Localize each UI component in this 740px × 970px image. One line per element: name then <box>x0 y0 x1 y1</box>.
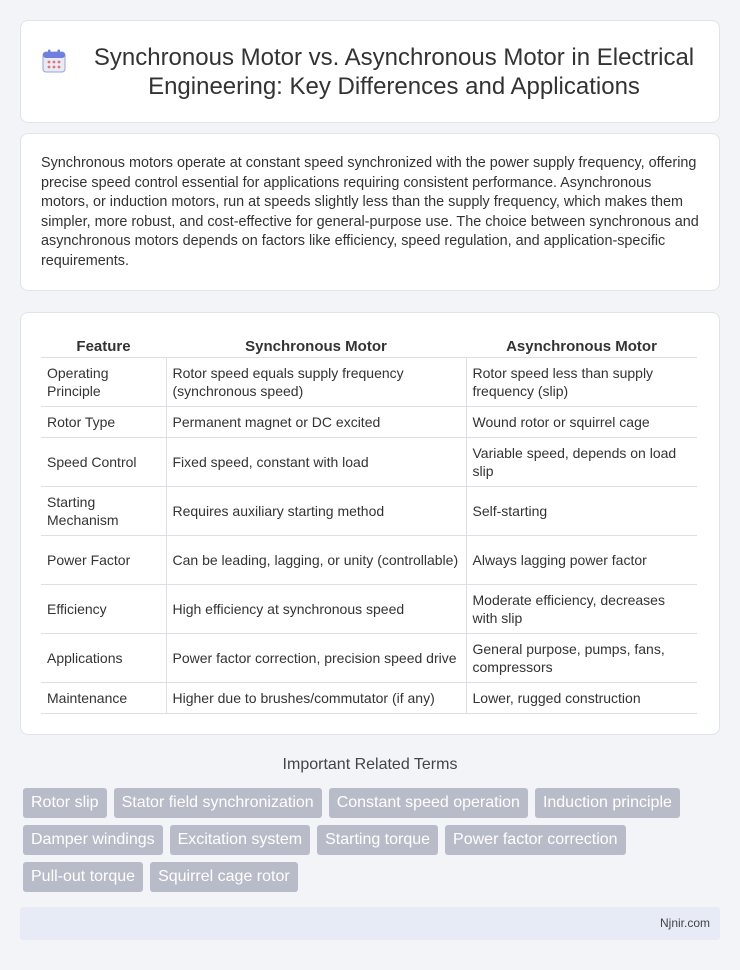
footer <box>20 907 720 940</box>
table-cell: Variable speed, depends on load slip <box>466 438 697 487</box>
footer-site[interactable]: Njnir.com <box>659 916 710 930</box>
page-title: Synchronous Motor vs. Asynchronous Motor in Electrical Engineering: Key Differences and Applications <box>93 43 695 100</box>
table-cell: High efficiency at synchronous speed <box>166 585 466 634</box>
table-cell: Power Factor <box>41 536 166 585</box>
table-cell: Always lagging power factor <box>466 536 697 585</box>
table-row <box>41 438 697 487</box>
table-cell: Rotor speed equals supply frequency (synchronous speed) <box>166 358 466 407</box>
tag-starting-torque[interactable]: Starting torque <box>317 825 438 855</box>
table-cell: Speed Control <box>41 438 166 487</box>
table-cell: Requires auxiliary starting method <box>166 487 466 536</box>
table-cell: Starting Mechanism <box>41 487 166 536</box>
table-cell: Can be leading, lagging, or unity (controllable) <box>166 536 466 585</box>
table-cell: Rotor Type <box>41 407 166 438</box>
title-card <box>20 20 720 123</box>
table-row <box>41 487 697 536</box>
table-row <box>41 536 697 585</box>
table-row <box>41 407 697 438</box>
tag-squirrel-cage-rotor[interactable]: Squirrel cage rotor <box>150 862 298 892</box>
tag-rotor-slip[interactable]: Rotor slip <box>23 788 107 818</box>
table-cell: Permanent magnet or DC excited <box>166 407 466 438</box>
table-cell: Higher due to brushes/commutator (if any) <box>166 683 466 714</box>
tag-excitation-system[interactable]: Excitation system <box>170 825 310 855</box>
table-row <box>41 585 697 634</box>
table-cell: Power factor correction, precision speed drive <box>166 634 466 683</box>
header-asynchronous: Asynchronous Motor <box>466 333 697 358</box>
table-cell: Self-starting <box>466 487 697 536</box>
table-row <box>41 683 697 714</box>
tag-damper-windings[interactable]: Damper windings <box>23 825 163 855</box>
table-cell: Lower, rugged construction <box>466 683 697 714</box>
comparison-table-card <box>20 312 720 735</box>
related-terms-tags <box>23 788 723 899</box>
table-row <box>41 634 697 683</box>
table-cell: Maintenance <box>41 683 166 714</box>
table-cell: Rotor speed less than supply frequency (slip) <box>466 358 697 407</box>
tag-stator-field-synchronization[interactable]: Stator field synchronization <box>114 788 322 818</box>
tag-constant-speed-operation[interactable]: Constant speed operation <box>329 788 528 818</box>
tag-pull-out-torque[interactable]: Pull-out torque <box>23 862 143 892</box>
table-header-row <box>41 333 697 358</box>
related-terms-heading: Important Related Terms <box>282 756 458 773</box>
intro-card <box>20 133 720 291</box>
table-cell: General purpose, pumps, fans, compressors <box>466 634 697 683</box>
table-row <box>41 358 697 407</box>
calendar-icon <box>41 48 67 74</box>
table-cell: Fixed speed, constant with load <box>166 438 466 487</box>
table-cell: Applications <box>41 634 166 683</box>
comparison-table <box>41 333 697 714</box>
tag-induction-principle[interactable]: Induction principle <box>535 788 680 818</box>
table-cell: Moderate efficiency, decreases with slip <box>466 585 697 634</box>
header-synchronous: Synchronous Motor <box>166 333 466 358</box>
table-cell: Operating Principle <box>41 358 166 407</box>
table-cell: Wound rotor or squirrel cage <box>466 407 697 438</box>
tag-power-factor-correction[interactable]: Power factor correction <box>445 825 626 855</box>
header-feature: Feature <box>41 333 166 358</box>
intro-text: Synchronous motors operate at constant speed synchronized with the power supply frequency, offering precise speed control essential for applications requiring consistent performance. Asynchronous motors, or induction motors, run at speeds slightly less than the supply frequency, which makes them simpler, more robust, and cost-effective for general-purpose use. The choice between synchronous and asynchronous motors depends on factors like efficiency, speed regulation, and application-specific requirements. <box>41 155 699 269</box>
table-cell: Efficiency <box>41 585 166 634</box>
